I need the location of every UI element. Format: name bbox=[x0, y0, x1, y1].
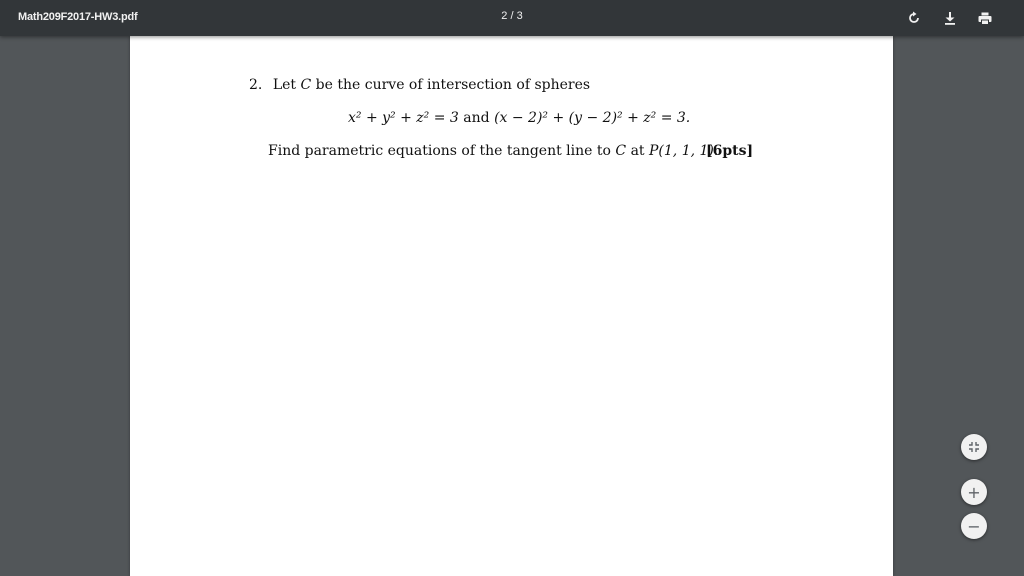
print-icon[interactable] bbox=[975, 8, 995, 28]
task-text-2: at bbox=[630, 143, 645, 159]
points-label: [6pts] bbox=[706, 143, 754, 159]
total-pages: 3 bbox=[516, 10, 523, 22]
problem-rest: be the curve of intersection of spheres bbox=[315, 77, 591, 93]
fit-to-page-button[interactable] bbox=[961, 434, 987, 460]
rotate-icon[interactable] bbox=[904, 8, 924, 28]
point-label: P(1, 1, 1). bbox=[649, 143, 719, 159]
current-page-number[interactable]: 2 bbox=[501, 10, 508, 22]
task-text-1: Find parametric equations of the tangent line to bbox=[268, 143, 611, 159]
pdf-page bbox=[130, 36, 893, 576]
equation-sphere-2: (x − 2)² + (y − 2)² + z² = 3. bbox=[494, 110, 691, 126]
equation-and: and bbox=[463, 110, 490, 126]
page-indicator bbox=[484, 10, 540, 22]
problem-intro: Let bbox=[272, 77, 297, 93]
download-icon[interactable] bbox=[940, 8, 960, 28]
page-separator: / bbox=[510, 10, 514, 22]
sphere-equations bbox=[348, 110, 690, 126]
equation-sphere-1: x² + y² + z² = 3 bbox=[348, 110, 459, 126]
document-title: Math209F2017-HW3.pdf bbox=[18, 11, 138, 23]
pdf-toolbar bbox=[0, 0, 1024, 36]
problem-statement bbox=[249, 77, 590, 93]
problem-number: 2. bbox=[249, 77, 263, 93]
task-curve-symbol: C bbox=[615, 143, 627, 159]
curve-symbol: C bbox=[300, 77, 312, 93]
zoom-in-button[interactable]: + bbox=[961, 479, 987, 505]
task-statement bbox=[268, 143, 718, 159]
zoom-out-button[interactable]: − bbox=[961, 513, 987, 539]
fit-to-page-icon bbox=[968, 438, 980, 457]
